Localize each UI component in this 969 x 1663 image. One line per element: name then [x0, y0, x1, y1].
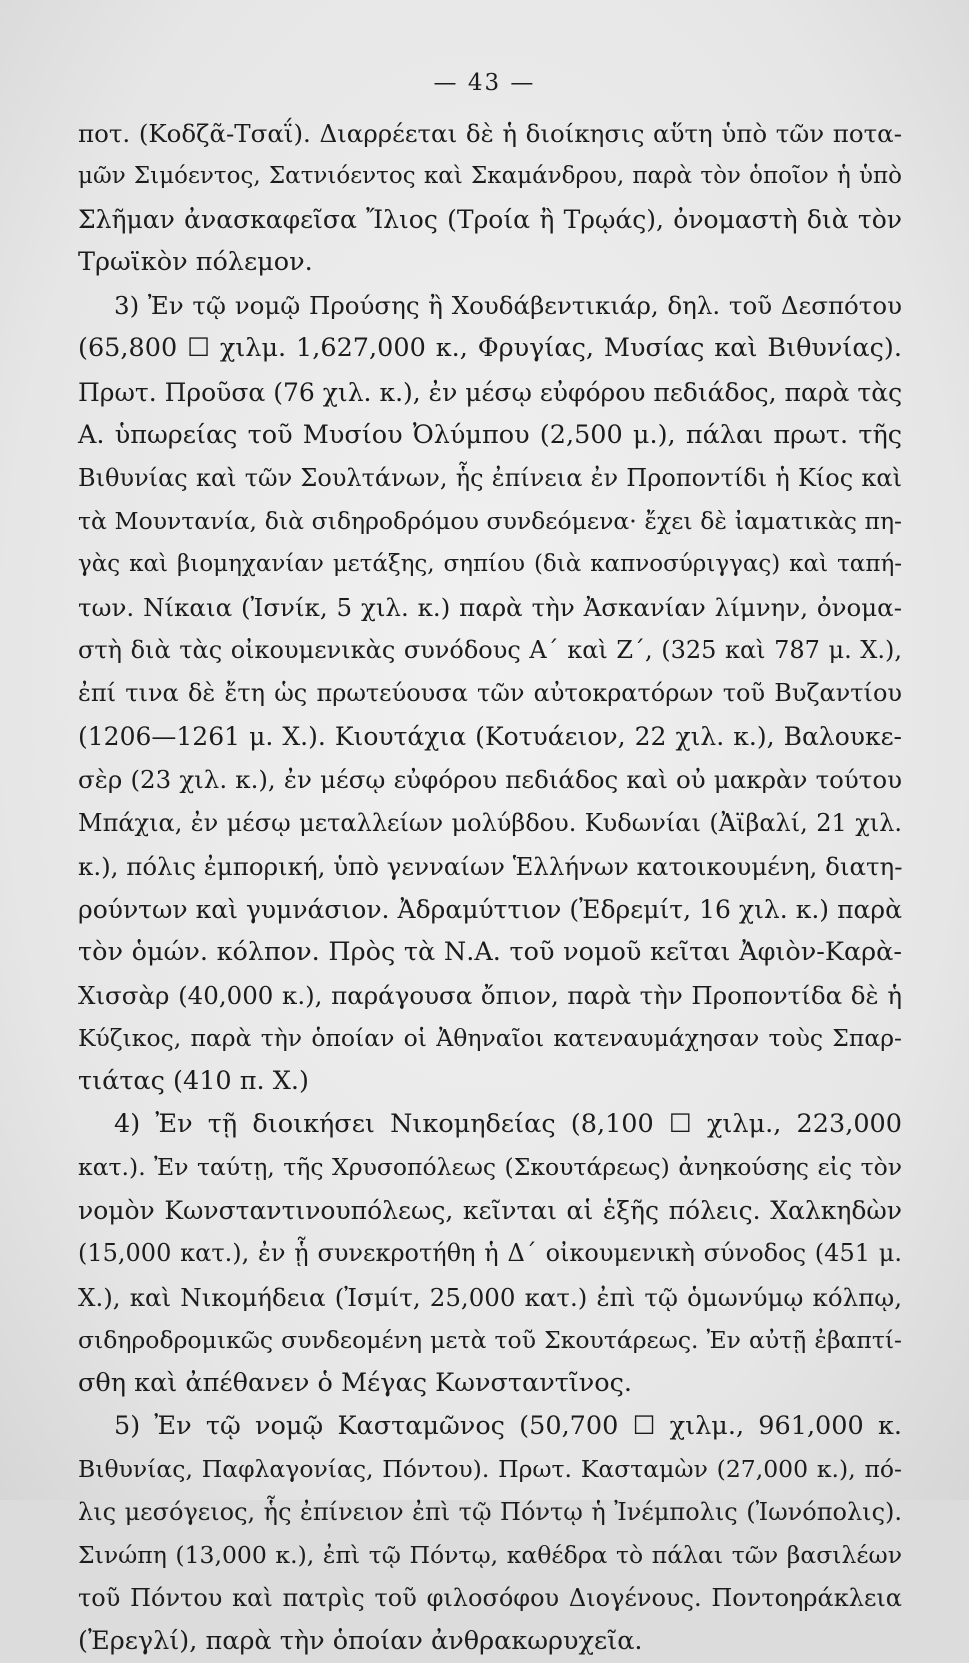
text-line: τιάτας (410 π. Χ.)	[78, 1066, 309, 1097]
text-line: Χ.), καὶ Νικομήδεια (Ἰσμίτ, 25,000 κατ.) ἐπὶ τῷ ὁμωνύμῳ κόλπῳ,	[78, 1282, 902, 1312]
body-text	[78, 112, 902, 1663]
text-line: 5) Ἐν τῷ νομῷ Κασταμῶνος (50,700 ☐ χιλμ., 961,000 κ.	[114, 1410, 902, 1441]
text-line: γὰς καὶ βιομηχανίαν μετάξης, σηπίου (διὰ καπνοσύριγγας) καὶ ταπή-	[78, 550, 902, 577]
text-line: σὲρ (23 χιλ. κ.), ἐν μέσῳ εὐφόρου πεδιάδος καὶ οὐ μακρὰν τούτου	[78, 765, 902, 795]
text-line: Μπάχια, ἐν μέσῳ μεταλλείων μολύβδου. Κυδωνίαι (Ἀϊβαλί, 21 χιλ.	[78, 808, 902, 837]
text-line: λις μεσόγειος, ἧς ἐπίνειον ἐπὶ τῷ Πόντῳ ἡ Ἰνέμπολις (Ἰωνόπολις).	[78, 1498, 902, 1526]
text-line: κατ.). Ἐν ταύτῃ, τῆς Χρυσοπόλεως (Σκουτάρεως) ἀνηκούσης εἰς τὸν	[78, 1153, 902, 1182]
text-line: Κύζικος, παρὰ τὴν ὁποίαν οἱ Ἀθηναῖοι κατεναυμάχησαν τοὺς Σπαρ-	[78, 1023, 902, 1052]
text-line: τοῦ Πόντου καὶ πατρὶς τοῦ φιλοσόφου Διογένους. Ποντοηράκλεια	[78, 1584, 902, 1613]
text-line: των. Νίκαια (Ἰσνίκ, 5 χιλ. κ.) παρὰ τὴν Ἀσκανίαν λίμνην, ὀνομα-	[78, 593, 902, 623]
text-line: σιδηροδρομικῶς συνδεομένη μετὰ τοῦ Σκουτάρεως. Ἐν αὐτῇ ἐβαπτί-	[78, 1325, 902, 1354]
text-line: ρούντων καὶ γυμνάσιον. Ἀδραμύττιον (Ἐδρεμίτ, 16 χιλ. κ.) παρὰ	[78, 894, 902, 924]
text-line: Α. ὑπωρείας τοῦ Μυσίου Ὀλύμπου (2,500 μ.), πάλαι πρωτ. τῆς	[78, 419, 902, 450]
text-line: Βιθυνίας καὶ τῶν Σουλτάνων, ἧς ἐπίνεια ἐν Προποντίδι ἡ Κίος καὶ	[78, 463, 902, 492]
text-line: Σλῆμαν ἀνασκαφεῖσα Ἴλιος (Τροία ἢ Τρῳάς), ὀνομαστὴ διὰ τὸν	[78, 205, 902, 235]
text-line: Σινώπη (13,000 κ.), ἐπὶ τῷ Πόντῳ, καθέδρα τὸ πάλαι τῶν βασιλέων	[78, 1541, 902, 1570]
text-line: στὴ διὰ τὰς οἰκουμενικὰς συνόδους Α΄ καὶ Ζ΄, (325 καὶ 787 μ. Χ.),	[78, 636, 902, 665]
text-line: κ.), πόλις ἐμπορική, ὑπὸ γενναίων Ἑλλήνων κατοικουμένη, διατη-	[78, 851, 903, 881]
text-line: Τρωϊκὸν πόλεμον.	[78, 247, 313, 278]
text-line: ἐπί τινα δὲ ἔτη ὡς πρωτεύουσα τῶν αὐτοκρατόρων τοῦ Βυζαντίου	[78, 679, 902, 708]
text-line: 3) Ἐν τῷ νομῷ Προύσης ἢ Χουδάβεντικιάρ, δηλ. τοῦ Δεσπότου	[114, 291, 902, 321]
text-line: τὰ Μουντανία, διὰ σιδηροδρόμου συνδεόμενα· ἔχει δὲ ἰαματικὰς πη-	[78, 506, 902, 535]
text-line: (65,800 ☐ χιλμ. 1,627,000 κ., Φρυγίας, Μυσίας καὶ Βιθυνίας).	[78, 333, 902, 364]
text-line: νομὸν Κωνσταντινουπόλεως, κεῖνται αἱ ἑξῆς πόλεις. Χαλκηδὼν	[78, 1196, 902, 1226]
text-line: σθη καὶ ἀπέθανεν ὁ Μέγας Κωνσταντῖνος.	[78, 1367, 633, 1398]
text-line: μῶν Σιμόεντος, Σατνιόεντος καὶ Σκαμάνδρου, παρὰ τὸν ὁποῖον ἡ ὑπὸ	[78, 163, 902, 190]
text-line: (1206—1261 μ. Χ.). Κιουτάχια (Κοτυάειον, 22 χιλ. κ.), Βαλουκε-	[78, 722, 902, 752]
text-line: Χισσὰρ (40,000 κ.), παράγουσα ὄπιον, παρὰ τὴν Προποντίδα δὲ ἡ	[78, 980, 902, 1010]
text-line: (15,000 κατ.), ἐν ᾗ συνεκροτήθη ἡ Δ΄ οἰκουμενικὴ σύνοδος (451 μ.	[78, 1239, 902, 1268]
text-line: Πρωτ. Προῦσα (76 χιλ. κ.), ἐν μέσῳ εὐφόρου πεδιάδος, παρὰ τὰς	[78, 377, 903, 407]
text-line: τὸν ὁμών. κόλπον. Πρὸς τὰ Ν.Α. τοῦ νομοῦ κεῖται Ἀφιὸν-Καρὰ-	[78, 936, 902, 967]
text-line: (Ἐρεγλί), παρὰ τὴν ὁποίαν ἀνθρακωρυχεῖα.	[78, 1626, 643, 1657]
page-number: — 43 —	[433, 70, 536, 96]
text-line: 4) Ἐν τῇ διοικήσει Νικομηδείας (8,100 ☐ χιλμ., 223,000	[114, 1109, 902, 1140]
text-line: Βιθυνίας, Παφλαγονίας, Πόντου). Πρωτ. Κασταμὼν (27,000 κ.), πό-	[78, 1454, 902, 1483]
text-line: ποτ. (Κοδζᾶ-Τσαΐ). Διαρρέεται δὲ ἡ διοίκησις αὕτη ὑπὸ τῶν ποτα-	[78, 119, 902, 148]
